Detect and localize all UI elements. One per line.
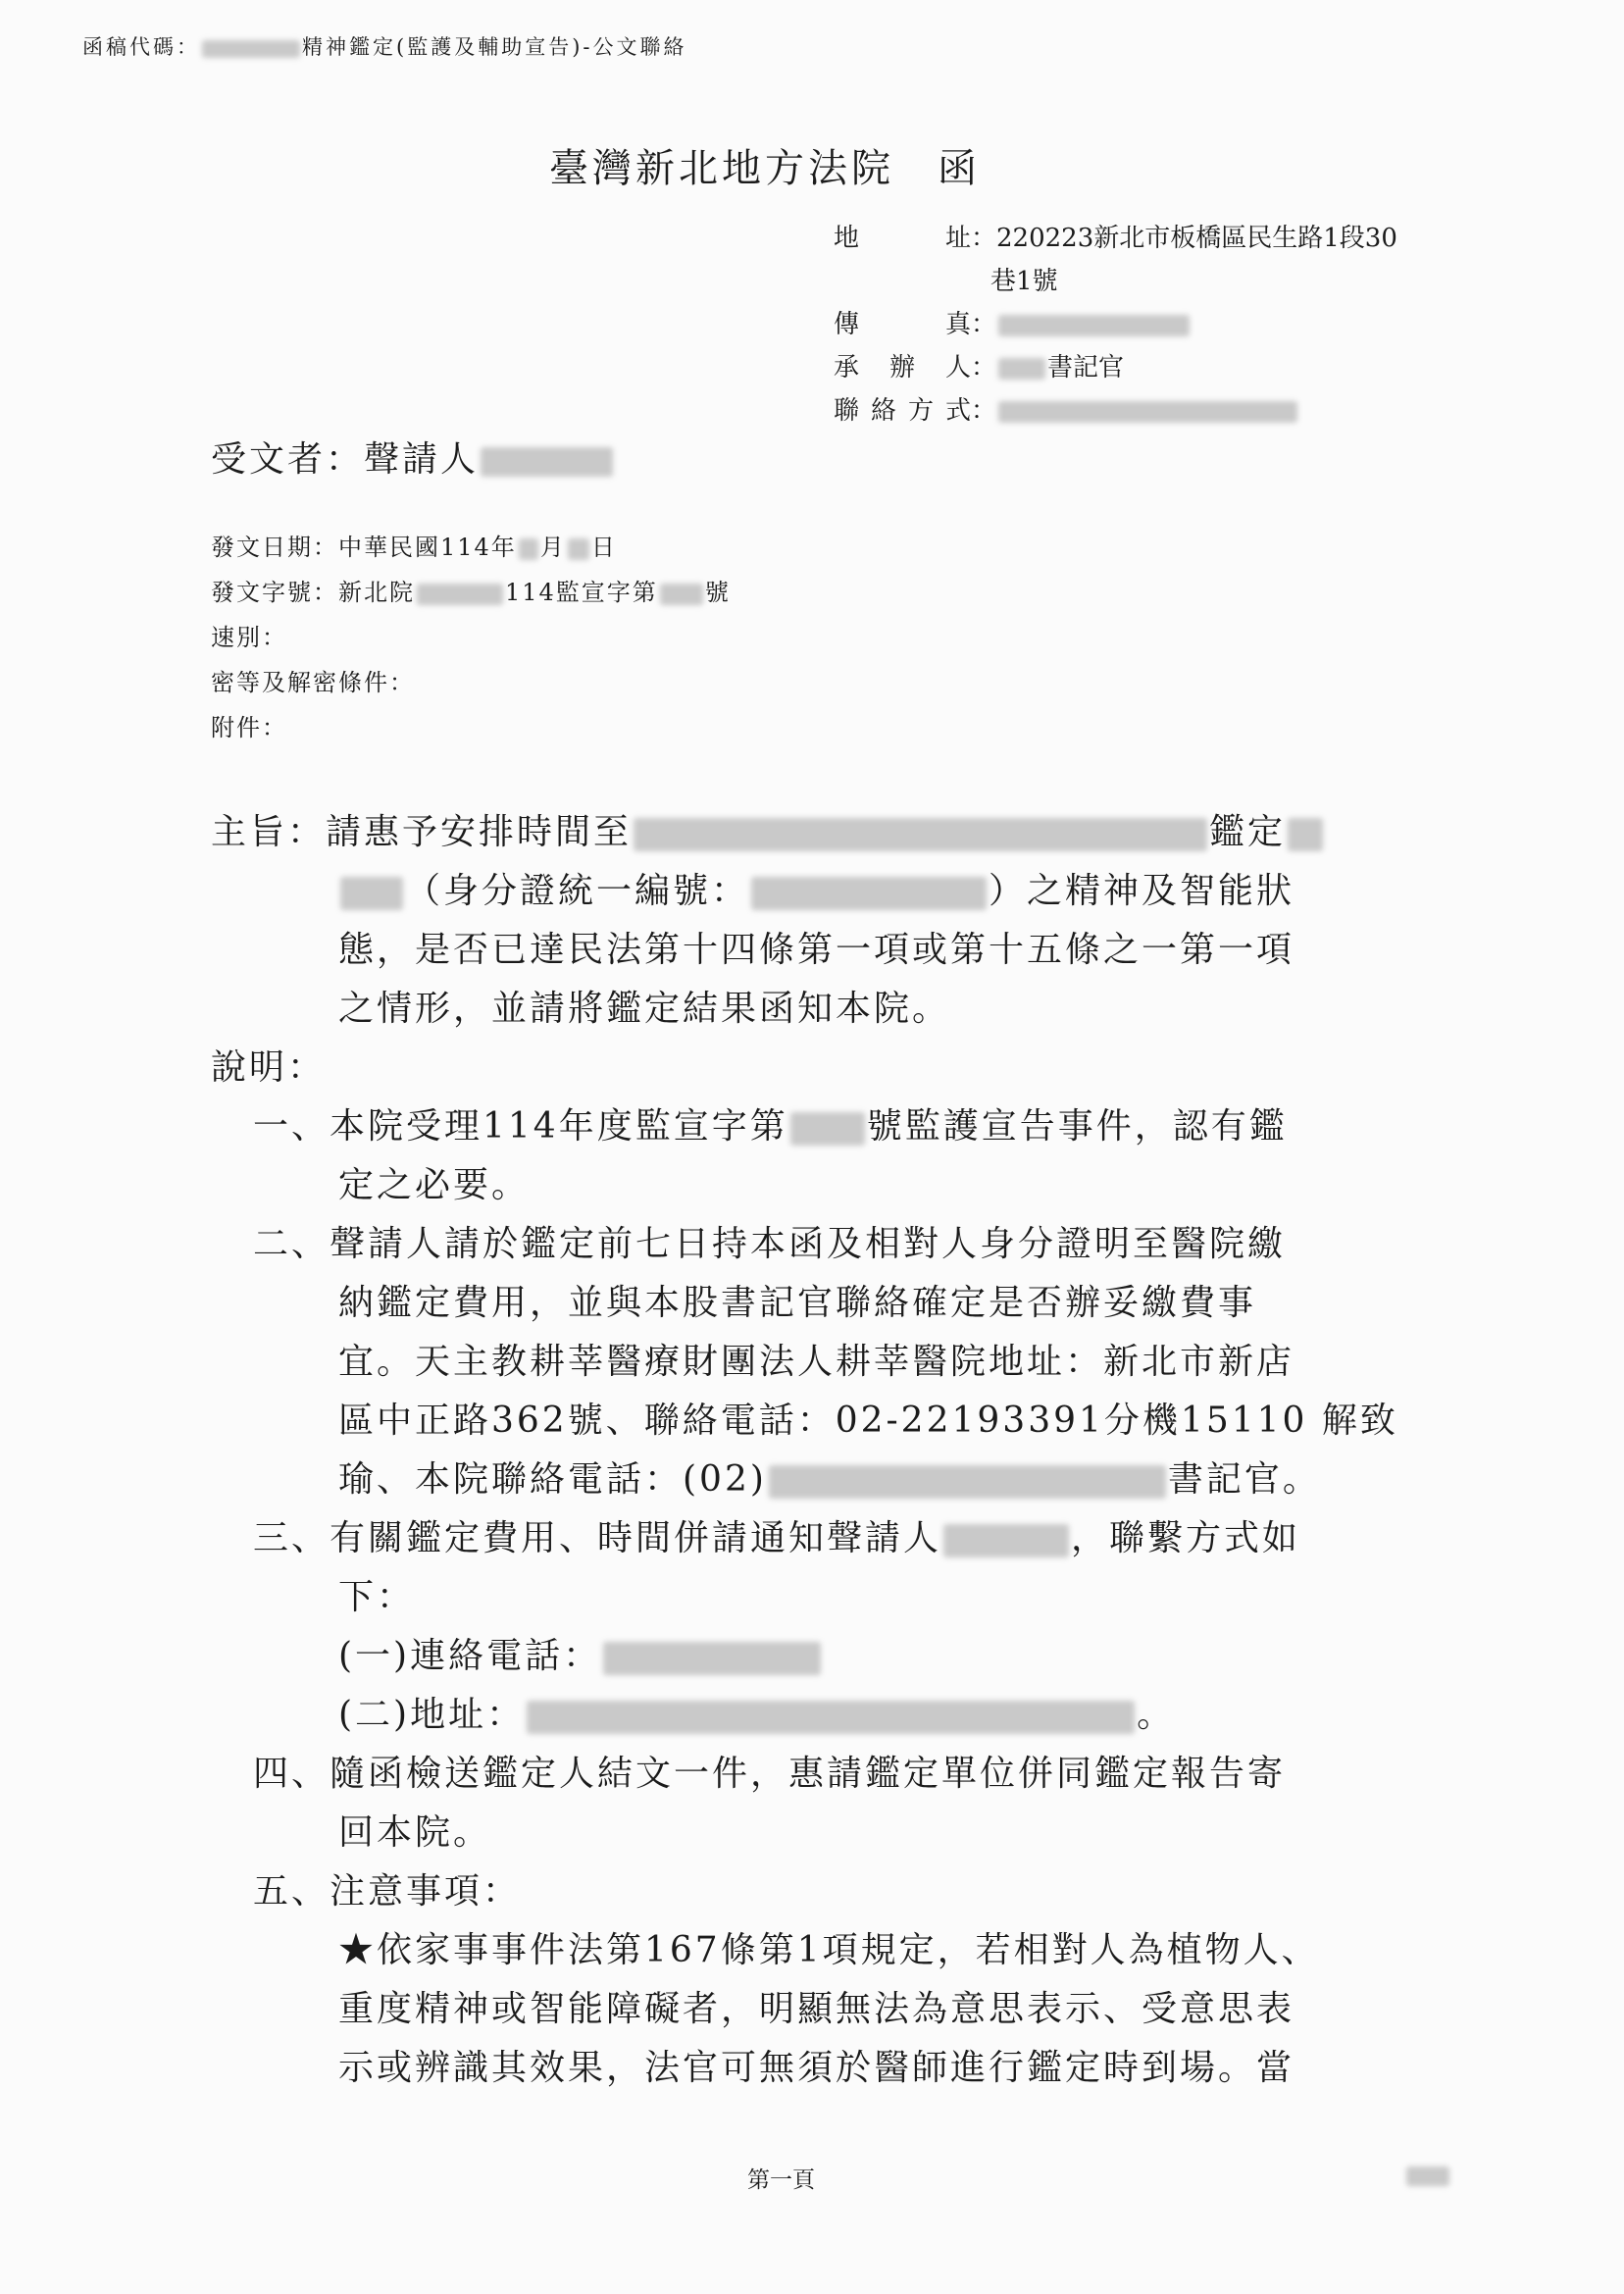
- subject-prefix: 主旨：請惠予安排時間至: [211, 812, 633, 852]
- issue-date-line: [211, 528, 617, 562]
- item-3-sub-2: [338, 1687, 1175, 1737]
- issue-date-prefix: 發文日期：中華民國114年: [211, 534, 517, 561]
- redacted-recipient: [481, 447, 613, 477]
- id-label: （身分證統一編號：: [405, 871, 750, 911]
- redacted-id: [751, 877, 987, 910]
- contact-label: 聯絡方式: [834, 396, 971, 426]
- clerk-suffix: 書記官。: [1167, 1459, 1321, 1500]
- attachment-line: 附件：: [211, 714, 287, 741]
- address-value: ：220223新北市板橋區民生路1段30: [971, 224, 1397, 253]
- address-label: 地 址: [834, 224, 971, 253]
- redacted-month: [519, 538, 538, 560]
- redacted-fax: [998, 315, 1190, 336]
- issue-number-mid: 114監宣字第: [505, 579, 658, 606]
- page-number: 第一頁: [747, 2167, 815, 2193]
- address-end: 。: [1137, 1695, 1176, 1735]
- issue-number-suffix: 號: [704, 579, 731, 606]
- item-1-line-2: 定之必要。: [338, 1165, 531, 1205]
- subject-line-4: 之情形，並請將鑑定結果函知本院。: [338, 989, 951, 1029]
- redacted-location: [634, 818, 1207, 851]
- item-4-line-1: 四、隨函檢送鑑定人結文一件，惠請鑑定單位併同鑑定報告寄: [253, 1754, 1287, 1794]
- address-line: [834, 218, 1397, 254]
- document-code-line: [82, 31, 686, 61]
- fax-line: [834, 304, 1192, 340]
- document-title: 臺灣新北地方法院 函: [549, 146, 981, 191]
- subject-mental-state: ）之精神及智能狀: [989, 871, 1295, 911]
- item-2-line-3: 宜。天主教耕莘醫療財團法人耕莘醫院地址：新北市新店: [338, 1342, 1295, 1382]
- item-3-line-1: [253, 1510, 1300, 1560]
- handler-line: 承 辦 人： 書記官: [834, 347, 1124, 383]
- item-2-line-4: 區中正路362號、聯絡電話：02-22193391分機15110 解致: [338, 1401, 1398, 1441]
- court-phone-label: 瑜、本院聯絡電話：(02): [338, 1459, 767, 1500]
- item-1-line-1: [253, 1098, 1288, 1148]
- issue-number-line: [211, 573, 731, 607]
- item-2-line-2: 納鑑定費用，並與本股書記官聯絡確定是否辦妥繳費事: [338, 1283, 1257, 1323]
- issue-number-prefix: 發文字號：新北院: [211, 579, 415, 606]
- item-3-suffix: ，聯繫方式如: [1071, 1518, 1301, 1558]
- redacted-footer-code: [1404, 2166, 1451, 2186]
- subject-line-2: [338, 863, 1294, 913]
- fax-label: 傳 真: [834, 310, 971, 339]
- recipient-line: [211, 432, 615, 482]
- month-label: 月: [539, 534, 566, 561]
- item-4-line-2: 回本院。: [338, 1812, 492, 1853]
- code-prefix: 函稿代碼：: [82, 35, 200, 59]
- address-line-2: 巷1號: [990, 267, 1058, 296]
- contact-value: ：: [971, 396, 997, 426]
- day-label: 日: [590, 534, 617, 561]
- speed-line: 速別：: [211, 624, 287, 651]
- item-3-prefix: 三、有關鑑定費用、時間併請通知聲請人: [253, 1518, 942, 1558]
- subject-line-3: 態，是否已達民法第十四條第一項或第十五條之一第一項: [338, 930, 1295, 970]
- code-suffix: 精神鑑定(監護及輔助宣告)-公文聯絡: [302, 35, 687, 59]
- redacted-code: [202, 40, 300, 58]
- subject-line-1: [211, 804, 1325, 854]
- redacted-day: [568, 538, 589, 560]
- phone-label: (一)連絡電話：: [338, 1636, 602, 1676]
- recipient-label: 受文者：聲請人: [211, 439, 480, 480]
- item-5-line-4: 示或辨識其效果，法官可無須於醫師進行鑑定時到場。當: [338, 2048, 1295, 2088]
- redacted-address: [527, 1701, 1135, 1734]
- subject-appraisal: 鑑定: [1209, 812, 1287, 852]
- handler-value: 書記官: [1047, 353, 1125, 382]
- item-5-line-3: 重度精神或智能障礙者，明顯無法為意思表示、受意思表: [338, 1989, 1295, 2029]
- item-5-line-1: 五、注意事項：: [253, 1871, 522, 1912]
- item-5-line-2: ★依家事事件法第167條第1項規定，若相對人為植物人、: [338, 1930, 1320, 1970]
- redacted-phone: [603, 1642, 821, 1675]
- fax-value: ：: [971, 310, 997, 339]
- redacted-contact: [998, 401, 1297, 423]
- item-3-line-2: 下：: [338, 1577, 416, 1617]
- explanation-heading: 說明：: [211, 1047, 327, 1088]
- redacted-handler: [998, 358, 1045, 380]
- redacted-case-no: [790, 1112, 865, 1146]
- contact-line: [834, 390, 1299, 427]
- item-3-sub-1: [338, 1628, 823, 1678]
- redacted-number: [660, 584, 703, 605]
- redacted-applicant: [943, 1524, 1069, 1557]
- redacted-court-phone: [769, 1465, 1166, 1499]
- item-2-line-1: 二、聲請人請於鑑定前七日持本函及相對人身分證明至醫院繳: [253, 1224, 1287, 1264]
- redacted-dept: [417, 584, 503, 605]
- redacted-name-b: [340, 877, 403, 910]
- address-label-2: (二)地址：: [338, 1695, 526, 1735]
- redacted-name-a: [1288, 818, 1323, 851]
- handler-label: 承 辦 人: [834, 353, 971, 382]
- secret-line: 密等及解密條件：: [211, 669, 415, 696]
- item-1-suffix: 號監護宣告事件，認有鑑: [866, 1106, 1288, 1147]
- item-2-line-5: [338, 1452, 1321, 1502]
- item-1-prefix: 一、本院受理114年度監宣字第: [253, 1106, 788, 1147]
